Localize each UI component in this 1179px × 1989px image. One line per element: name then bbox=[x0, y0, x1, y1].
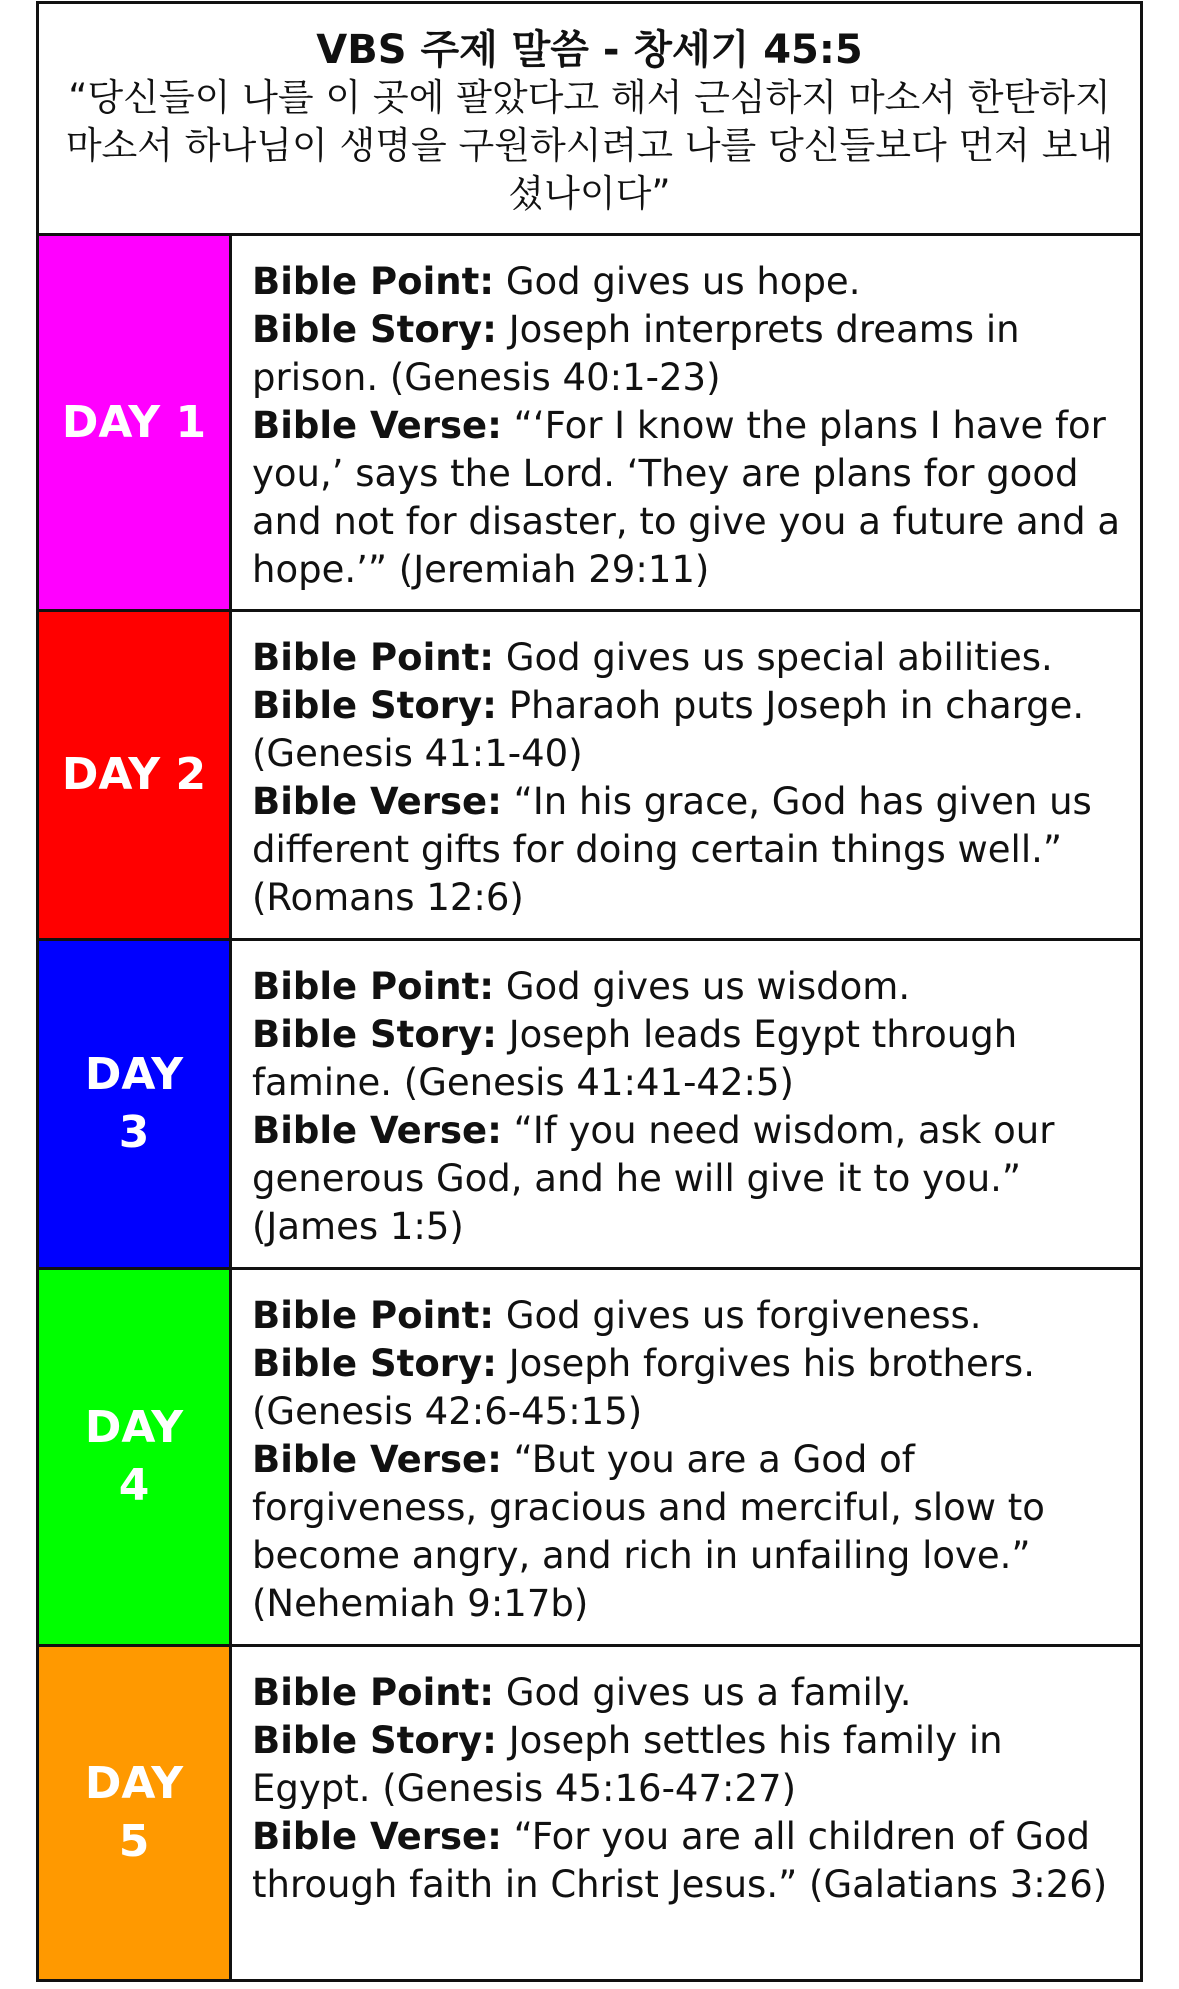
bible-verse-text: “But you are a God of forgiveness, gracious and merciful, slow to become angry, and rich in unfailing love.” (Nehemiah 9:17b) bbox=[252, 1438, 1045, 1625]
day-5-bible-story bbox=[252, 1717, 1126, 1813]
day-1-content bbox=[232, 236, 1140, 609]
day-4-content bbox=[232, 1270, 1140, 1644]
bible-story-text: Joseph forgives his brothers. (Genesis 42:6-45:15) bbox=[252, 1342, 1035, 1433]
bible-story-label: Bible Story: bbox=[252, 684, 497, 727]
bible-story-label: Bible Story: bbox=[252, 1342, 497, 1385]
bible-point-text: God gives us a family. bbox=[505, 1671, 912, 1714]
day-2-color-cell bbox=[39, 612, 232, 938]
bible-verse-text: “If you need wisdom, ask our generous God, and he will give it to you.” (James 1:5) bbox=[252, 1109, 1055, 1248]
bible-verse-label: Bible Verse: bbox=[252, 1109, 502, 1152]
bible-story-text: Pharaoh puts Joseph in charge. (Genesis 41:1-40) bbox=[252, 684, 1085, 775]
day-3-bible-verse bbox=[252, 1107, 1126, 1251]
day-1-bible-story bbox=[252, 306, 1126, 402]
bible-point-label: Bible Point: bbox=[252, 965, 495, 1008]
day-2-bible-point bbox=[252, 634, 1126, 682]
day-5-bible-point bbox=[252, 1669, 1126, 1717]
day-5-bible-verse bbox=[252, 1813, 1126, 1909]
bible-point-label: Bible Point: bbox=[252, 636, 495, 679]
day-1-label: DAY 1 bbox=[61, 396, 207, 448]
theme-verse-title: VBS 주제 말씀 - 창세기 45:5 bbox=[316, 27, 863, 73]
day-2-bible-verse bbox=[252, 778, 1126, 922]
day-4-color-cell bbox=[39, 1270, 232, 1644]
bible-story-text: Joseph interprets dreams in prison. (Genesis 40:1-23) bbox=[252, 308, 1020, 399]
vbs-schedule-table bbox=[36, 1, 1143, 1982]
bible-verse-text: “In his grace, God has given us different gifts for doing certain things well.” (Romans 12:6) bbox=[252, 780, 1092, 919]
bible-point-text: God gives us forgiveness. bbox=[505, 1294, 982, 1337]
bible-point-text: God gives us wisdom. bbox=[505, 965, 911, 1008]
theme-verse-text: “당신들이 나를 이 곳에 팔았다고 해서 근심하지 마소서 한탄하지 마소서 하나님이 생명을 구원하시려고 나를 당신들보다 먼저 보내셨나이다” bbox=[65, 76, 1114, 215]
day-3-bible-point bbox=[252, 963, 1126, 1011]
day-row-1 bbox=[39, 236, 1140, 612]
bible-point-text: God gives us hope. bbox=[505, 260, 861, 303]
day-4-bible-point bbox=[252, 1292, 1126, 1340]
bible-point-text: God gives us special abilities. bbox=[505, 636, 1053, 679]
day-row-4 bbox=[39, 1270, 1140, 1647]
day-2-label: DAY 2 bbox=[61, 749, 207, 800]
bible-verse-text: “‘For I know the plans I have for you,’ says the Lord. ‘They are plans for good and not for disaster, to give you a future and a hope.’” (Jeremiah 29:11) bbox=[252, 404, 1121, 591]
day-1-bible-verse bbox=[252, 402, 1126, 594]
bible-story-text: Joseph leads Egypt through famine. (Genesis 41:41-42:5) bbox=[252, 1013, 1018, 1104]
day-3-bible-story bbox=[252, 1011, 1126, 1107]
day-3-content bbox=[232, 941, 1140, 1267]
bible-point-label: Bible Point: bbox=[252, 1671, 495, 1714]
day-2-bible-story bbox=[252, 682, 1126, 778]
day-5-label: DAY 5 bbox=[84, 1758, 184, 1867]
bible-point-label: Bible Point: bbox=[252, 1294, 495, 1337]
day-4-label: DAY 4 bbox=[84, 1402, 184, 1511]
day-1-bible-point bbox=[252, 258, 1126, 306]
bible-verse-label: Bible Verse: bbox=[252, 1438, 502, 1481]
day-3-color-cell bbox=[39, 941, 232, 1267]
day-5-color-cell bbox=[39, 1647, 232, 1979]
bible-verse-label: Bible Verse: bbox=[252, 404, 502, 447]
bible-verse-label: Bible Verse: bbox=[252, 1815, 502, 1858]
bible-story-text: Joseph settles his family in Egypt. (Genesis 45:16-47:27) bbox=[252, 1719, 1003, 1810]
day-5-content bbox=[232, 1647, 1140, 1979]
day-2-content bbox=[232, 612, 1140, 938]
day-1-color-cell bbox=[39, 236, 232, 609]
day-3-label: DAY 3 bbox=[84, 1049, 184, 1158]
bible-verse-label: Bible Verse: bbox=[252, 780, 502, 823]
theme-verse-header bbox=[39, 4, 1140, 236]
day-4-bible-verse bbox=[252, 1436, 1126, 1628]
bible-point-label: Bible Point: bbox=[252, 260, 495, 303]
day-row-2 bbox=[39, 612, 1140, 941]
bible-verse-text: “For you are all children of God through faith in Christ Jesus.” (Galatians 3:26) bbox=[252, 1815, 1108, 1906]
bible-story-label: Bible Story: bbox=[252, 308, 497, 351]
bible-story-label: Bible Story: bbox=[252, 1719, 497, 1762]
day-4-bible-story bbox=[252, 1340, 1126, 1436]
day-row-5 bbox=[39, 1647, 1140, 1979]
day-row-3 bbox=[39, 941, 1140, 1270]
bible-story-label: Bible Story: bbox=[252, 1013, 497, 1056]
